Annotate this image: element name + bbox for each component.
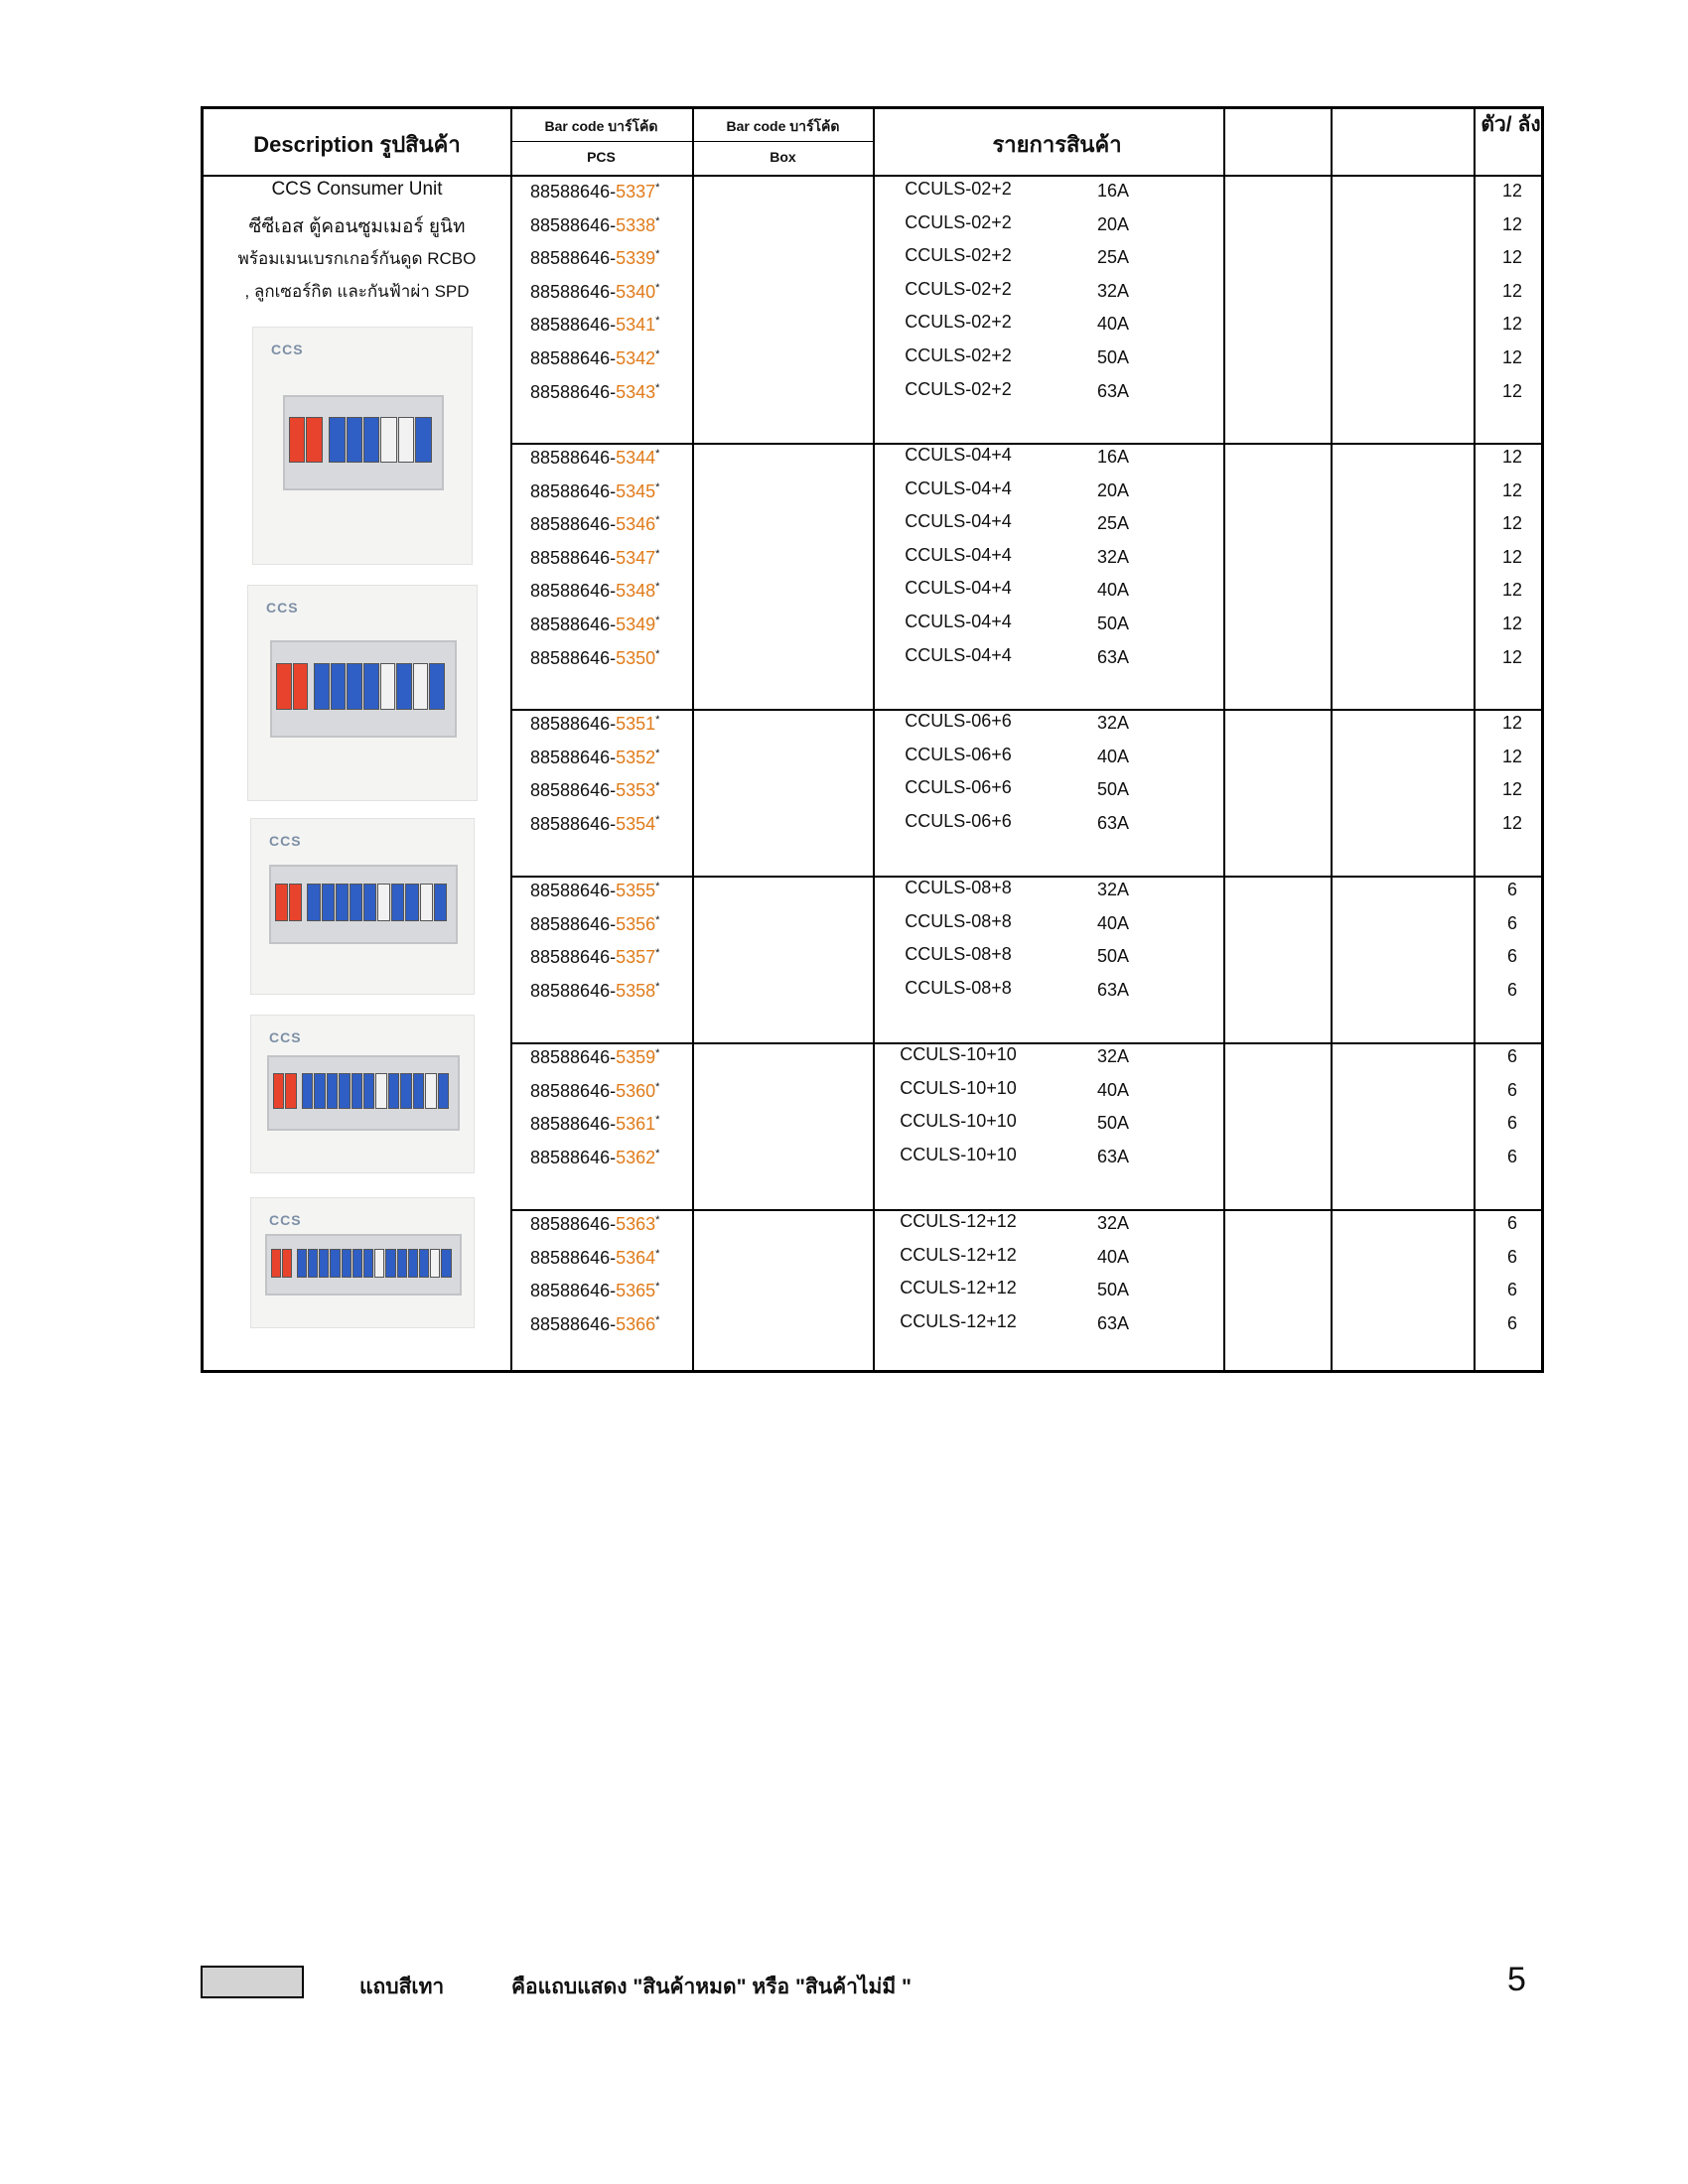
- rating-amp: 40A: [1097, 746, 1130, 766]
- barcode-pcs: [530, 248, 659, 269]
- rating-amp: 63A: [1097, 812, 1130, 833]
- qty-per-box: 12: [1501, 580, 1523, 601]
- barcode-suffix: 5350: [616, 647, 656, 668]
- barcode-pcs: [530, 348, 659, 369]
- rating-amp: 40A: [1097, 314, 1130, 335]
- table-row: [204, 279, 1541, 313]
- barcode-pcs: [530, 1314, 659, 1335]
- table-row: [204, 1078, 1541, 1112]
- barcode-suffix: 5356: [616, 913, 656, 934]
- table-row: [204, 578, 1541, 612]
- qty-per-box: 12: [1501, 812, 1523, 833]
- barcode-pcs: [530, 947, 659, 968]
- barcode-mark: *: [655, 1147, 660, 1160]
- qty-per-box: 12: [1501, 746, 1523, 766]
- qty-per-box: 6: [1506, 1079, 1517, 1100]
- qty-per-box: 6: [1506, 1113, 1517, 1134]
- barcode-pcs: [530, 648, 659, 669]
- barcode-suffix: 5364: [616, 1247, 656, 1268]
- barcode-mark: *: [655, 1281, 660, 1294]
- barcode-suffix: 5340: [616, 281, 656, 302]
- barcode-suffix: 5352: [616, 747, 656, 767]
- barcode-suffix: 5348: [616, 581, 656, 602]
- barcode-mark: *: [655, 1114, 660, 1127]
- barcode-suffix: 5342: [616, 348, 656, 368]
- barcode-prefix: 88588646-: [530, 1214, 617, 1234]
- barcode-prefix: 88588646-: [530, 913, 617, 934]
- qty-per-box: 6: [1506, 979, 1517, 1000]
- qty-per-box: 6: [1506, 1213, 1517, 1233]
- header-item-list: รายการสินค้า: [992, 132, 1122, 157]
- barcode-mark: *: [655, 514, 660, 527]
- barcode-pcs: [530, 1047, 659, 1068]
- table-row: [204, 478, 1541, 512]
- table-row: [204, 1211, 1541, 1245]
- brand-logo: CCS: [269, 1212, 302, 1228]
- barcode-prefix: 88588646-: [530, 214, 617, 235]
- barcode-prefix: 88588646-: [530, 1247, 617, 1268]
- rating-amp: 50A: [1097, 347, 1130, 367]
- barcode-suffix: 5345: [616, 480, 656, 501]
- qty-per-box: 6: [1506, 912, 1517, 933]
- table-row: [204, 645, 1541, 679]
- qty-per-box: 12: [1501, 447, 1523, 467]
- description-line: , ลูกเซอร์กิต และกันฟ้าผ่า SPD: [244, 282, 470, 301]
- qty-per-box: 12: [1501, 513, 1523, 534]
- barcode-suffix: 5362: [616, 1147, 656, 1167]
- barcode-mark: *: [655, 1214, 660, 1226]
- qty-per-box: 6: [1506, 1312, 1517, 1333]
- barcode-prefix: 88588646-: [530, 813, 617, 834]
- table-row: [204, 777, 1541, 811]
- rating-amp: 32A: [1097, 280, 1130, 301]
- brand-logo: CCS: [269, 833, 302, 849]
- barcode-pcs: [530, 481, 659, 502]
- description-line: CCS Consumer Unit: [271, 179, 443, 200]
- barcode-pcs: [530, 514, 659, 535]
- barcode-suffix: 5357: [616, 947, 656, 968]
- model-name: CCULS-08+8: [905, 977, 1012, 998]
- header-qty-per-box: ตัว/ ลัง: [1480, 113, 1541, 136]
- qty-per-box: 12: [1501, 280, 1523, 301]
- rating-amp: 63A: [1097, 979, 1130, 1000]
- qty-per-box: 12: [1501, 247, 1523, 268]
- barcode-pcs: [530, 382, 659, 403]
- qty-per-box: 12: [1501, 546, 1523, 567]
- header-divider: [204, 175, 1541, 177]
- table-row: [204, 745, 1541, 778]
- barcode-suffix: 5341: [616, 315, 656, 336]
- barcode-prefix: 88588646-: [530, 747, 617, 767]
- barcode-prefix: 88588646-: [530, 514, 617, 535]
- barcode-prefix: 88588646-: [530, 881, 617, 900]
- table-row: [204, 1111, 1541, 1145]
- model-name: CCULS-06+6: [905, 711, 1012, 731]
- model-name: CCULS-02+2: [905, 278, 1012, 299]
- rating-amp: 50A: [1097, 614, 1130, 633]
- brand-logo: CCS: [266, 600, 299, 615]
- barcode-pcs: [530, 981, 659, 1002]
- legend-label: แถบสีเทา: [359, 1976, 445, 1998]
- qty-per-box: 6: [1506, 1146, 1517, 1166]
- barcode-prefix: 88588646-: [530, 1047, 617, 1067]
- qty-per-box: 12: [1501, 713, 1523, 733]
- table-row: [204, 511, 1541, 545]
- barcode-suffix: 5339: [616, 248, 656, 269]
- model-name: CCULS-02+2: [905, 345, 1012, 365]
- barcode-suffix: 5365: [616, 1281, 656, 1301]
- gray-swatch: [201, 1966, 304, 1998]
- qty-per-box: 6: [1506, 880, 1517, 899]
- barcode-mark: *: [655, 1247, 660, 1260]
- table-row: [204, 445, 1541, 478]
- barcode-pcs: [530, 581, 659, 602]
- barcode-suffix: 5347: [616, 547, 656, 568]
- table-row: [204, 978, 1541, 1012]
- table-row: [204, 179, 1541, 212]
- qty-per-box: 6: [1506, 1046, 1517, 1066]
- barcode-prefix: 88588646-: [530, 315, 617, 336]
- page-number: 5: [1507, 1961, 1526, 1998]
- barcode-suffix: 5344: [616, 448, 656, 468]
- barcode-prefix: 88588646-: [530, 381, 617, 402]
- model-name: CCULS-04+4: [905, 544, 1012, 565]
- table-row: [204, 545, 1541, 579]
- rating-amp: 32A: [1097, 1213, 1130, 1233]
- barcode-suffix: 5351: [616, 714, 656, 734]
- barcode-pcs: [530, 1214, 659, 1235]
- model-name: CCULS-10+10: [900, 1044, 1017, 1064]
- barcode-mark: *: [655, 581, 660, 594]
- model-name: CCULS-08+8: [905, 910, 1012, 931]
- barcode-prefix: 88588646-: [530, 480, 617, 501]
- barcode-suffix: 5353: [616, 780, 656, 801]
- table-row: [204, 1311, 1541, 1345]
- table-row: [204, 212, 1541, 246]
- barcode-pcs: [530, 315, 659, 336]
- table-row: [204, 345, 1541, 379]
- barcode-pcs: [530, 1148, 659, 1168]
- barcode-mark: *: [655, 913, 660, 926]
- barcode-mark: *: [655, 1047, 660, 1059]
- barcode-prefix: 88588646-: [530, 182, 617, 202]
- barcode-suffix: 5359: [616, 1047, 656, 1067]
- model-name: CCULS-04+4: [905, 445, 1012, 465]
- rating-amp: 16A: [1097, 181, 1130, 201]
- rating-amp: 50A: [1097, 1113, 1130, 1134]
- barcode-mark: *: [655, 980, 660, 993]
- barcode-prefix: 88588646-: [530, 1080, 617, 1101]
- description-line: ซีซีเอส ตู้คอนซูมเมอร์ ยูนิท: [248, 216, 466, 237]
- barcode-suffix: 5354: [616, 813, 656, 834]
- qty-per-box: 12: [1501, 479, 1523, 500]
- barcode-mark: *: [655, 780, 660, 793]
- model-name: CCULS-02+2: [905, 211, 1012, 232]
- barcode-pcs: [530, 1114, 659, 1135]
- barcode-pcs: [530, 548, 659, 569]
- rating-amp: 40A: [1097, 1079, 1130, 1100]
- model-name: CCULS-06+6: [905, 777, 1012, 798]
- barcode-prefix: 88588646-: [530, 780, 617, 801]
- barcode-suffix: 5366: [616, 1313, 656, 1334]
- barcode-prefix: 88588646-: [530, 614, 617, 634]
- model-name: CCULS-10+10: [900, 1077, 1017, 1098]
- barcode-mark: *: [655, 315, 660, 328]
- rating-amp: 63A: [1097, 380, 1130, 401]
- rating-amp: 63A: [1097, 646, 1130, 667]
- product-table: [201, 106, 1544, 1373]
- barcode-suffix: 5338: [616, 214, 656, 235]
- barcode-suffix: 5343: [616, 381, 656, 402]
- rating-amp: 50A: [1097, 1280, 1130, 1300]
- barcode-pcs: [530, 881, 659, 901]
- barcode-mark: *: [655, 647, 660, 660]
- qty-per-box: 12: [1501, 181, 1523, 201]
- barcode-prefix: 88588646-: [530, 647, 617, 668]
- barcode-mark: *: [655, 480, 660, 493]
- table-row: [204, 245, 1541, 279]
- model-name: CCULS-02+2: [905, 245, 1012, 266]
- model-name: CCULS-12+12: [900, 1278, 1017, 1298]
- qty-per-box: 12: [1501, 614, 1523, 633]
- model-name: CCULS-02+2: [905, 312, 1012, 333]
- model-name: CCULS-04+4: [905, 478, 1012, 498]
- barcode-pcs: [530, 215, 659, 236]
- barcode-pcs: [530, 1081, 659, 1102]
- barcode-prefix: 88588646-: [530, 1114, 617, 1135]
- header-box: Box: [770, 149, 796, 165]
- barcode-mark: *: [655, 182, 660, 194]
- table-row: [204, 1145, 1541, 1178]
- qty-per-box: 12: [1501, 779, 1523, 800]
- qty-per-box: 12: [1501, 314, 1523, 335]
- barcode-prefix: 88588646-: [530, 1281, 617, 1301]
- table-row: [204, 944, 1541, 978]
- rating-amp: 32A: [1097, 713, 1130, 733]
- brand-logo: CCS: [269, 1029, 302, 1045]
- rating-amp: 16A: [1097, 447, 1130, 467]
- rating-amp: 32A: [1097, 1046, 1130, 1066]
- barcode-prefix: 88588646-: [530, 947, 617, 968]
- table-row: [204, 811, 1541, 845]
- model-name: CCULS-12+12: [900, 1211, 1017, 1231]
- barcode-mark: *: [655, 714, 660, 726]
- rating-amp: 40A: [1097, 1246, 1130, 1267]
- barcode-pcs: [530, 182, 659, 203]
- table-row: [204, 911, 1541, 945]
- table-row: [204, 878, 1541, 911]
- rating-amp: 50A: [1097, 779, 1130, 800]
- model-name: CCULS-08+8: [905, 944, 1012, 965]
- barcode-mark: *: [655, 1080, 660, 1093]
- barcode-pcs: [530, 448, 659, 469]
- barcode-mark: *: [655, 381, 660, 394]
- rating-amp: 63A: [1097, 1146, 1130, 1166]
- barcode-pcs: [530, 714, 659, 735]
- model-name: CCULS-10+10: [900, 1144, 1017, 1164]
- rating-amp: 20A: [1097, 213, 1130, 234]
- rating-amp: 63A: [1097, 1312, 1130, 1333]
- barcode-pcs: [530, 780, 659, 801]
- rating-amp: 32A: [1097, 880, 1130, 899]
- table-row: [204, 379, 1541, 413]
- barcode-prefix: 88588646-: [530, 1313, 617, 1334]
- model-name: CCULS-02+2: [905, 378, 1012, 399]
- rating-amp: 32A: [1097, 546, 1130, 567]
- qty-per-box: 12: [1501, 213, 1523, 234]
- model-name: CCULS-04+4: [905, 612, 1012, 631]
- model-name: CCULS-04+4: [905, 578, 1012, 599]
- table-row: [204, 612, 1541, 645]
- rating-amp: 20A: [1097, 479, 1130, 500]
- barcode-mark: *: [655, 813, 660, 826]
- header-barcode-box: Bar code บาร์โค้ด: [726, 118, 840, 134]
- table-row: [204, 1278, 1541, 1311]
- barcode-pcs: [530, 282, 659, 303]
- barcode-mark: *: [655, 881, 660, 892]
- table-row: [204, 312, 1541, 345]
- model-name: CCULS-08+8: [905, 878, 1012, 897]
- rating-amp: 40A: [1097, 580, 1130, 601]
- description-line: พร้อมเมนเบรกเกอร์กันดูด RCBO: [237, 249, 477, 268]
- barcode-mark: *: [655, 747, 660, 759]
- header-description: Description รูปสินค้า: [253, 132, 461, 157]
- barcode-mark: *: [655, 448, 660, 460]
- barcode-mark: *: [655, 1313, 660, 1326]
- qty-per-box: 6: [1506, 1246, 1517, 1267]
- header-barcode-pcs: Bar code บาร์โค้ด: [544, 118, 658, 134]
- qty-per-box: 12: [1501, 380, 1523, 401]
- rating-amp: 25A: [1097, 247, 1130, 268]
- table-row: [204, 711, 1541, 745]
- barcode-mark: *: [655, 947, 660, 960]
- model-name: CCULS-12+12: [900, 1310, 1017, 1331]
- barcode-pcs: [530, 1281, 659, 1301]
- barcode-suffix: 5361: [616, 1114, 656, 1135]
- header-subdivider: [510, 141, 874, 142]
- model-name: CCULS-04+4: [905, 511, 1012, 532]
- barcode-pcs: [530, 1248, 659, 1269]
- table-row: [204, 1044, 1541, 1078]
- barcode-pcs: [530, 914, 659, 935]
- barcode-prefix: 88588646-: [530, 281, 617, 302]
- qty-per-box: 6: [1506, 946, 1517, 967]
- barcode-prefix: 88588646-: [530, 547, 617, 568]
- qty-per-box: 12: [1501, 347, 1523, 367]
- barcode-prefix: 88588646-: [530, 1147, 617, 1167]
- barcode-mark: *: [655, 348, 660, 360]
- barcode-mark: *: [655, 614, 660, 626]
- qty-per-box: 12: [1501, 646, 1523, 667]
- barcode-suffix: 5363: [616, 1214, 656, 1234]
- barcode-prefix: 88588646-: [530, 248, 617, 269]
- barcode-suffix: 5346: [616, 514, 656, 535]
- qty-per-box: 6: [1506, 1280, 1517, 1300]
- model-name: CCULS-12+12: [900, 1244, 1017, 1265]
- barcode-prefix: 88588646-: [530, 581, 617, 602]
- barcode-mark: *: [655, 214, 660, 227]
- rating-amp: 25A: [1097, 513, 1130, 534]
- barcode-mark: *: [655, 248, 660, 261]
- rating-amp: 40A: [1097, 912, 1130, 933]
- barcode-suffix: 5349: [616, 614, 656, 634]
- barcode-pcs: [530, 614, 659, 635]
- model-name: CCULS-02+2: [905, 179, 1012, 199]
- barcode-suffix: 5337: [616, 182, 656, 202]
- barcode-mark: *: [655, 281, 660, 294]
- legend-text: คือแถบแสดง "สินค้าหมด" หรือ "สินค้าไม่มี ": [511, 1976, 912, 1998]
- barcode-pcs: [530, 748, 659, 768]
- model-name: CCULS-04+4: [905, 644, 1012, 665]
- barcode-suffix: 5360: [616, 1080, 656, 1101]
- model-name: CCULS-06+6: [905, 744, 1012, 764]
- header-pcs: PCS: [587, 149, 616, 165]
- barcode-prefix: 88588646-: [530, 348, 617, 368]
- table-row: [204, 1245, 1541, 1279]
- barcode-pcs: [530, 814, 659, 835]
- barcode-mark: *: [655, 547, 660, 560]
- model-name: CCULS-10+10: [900, 1111, 1017, 1132]
- barcode-prefix: 88588646-: [530, 714, 617, 734]
- barcode-prefix: 88588646-: [530, 448, 617, 468]
- barcode-prefix: 88588646-: [530, 980, 617, 1001]
- brand-logo: CCS: [271, 341, 304, 357]
- model-name: CCULS-06+6: [905, 810, 1012, 831]
- barcode-suffix: 5355: [616, 881, 656, 900]
- barcode-suffix: 5358: [616, 980, 656, 1001]
- rating-amp: 50A: [1097, 946, 1130, 967]
